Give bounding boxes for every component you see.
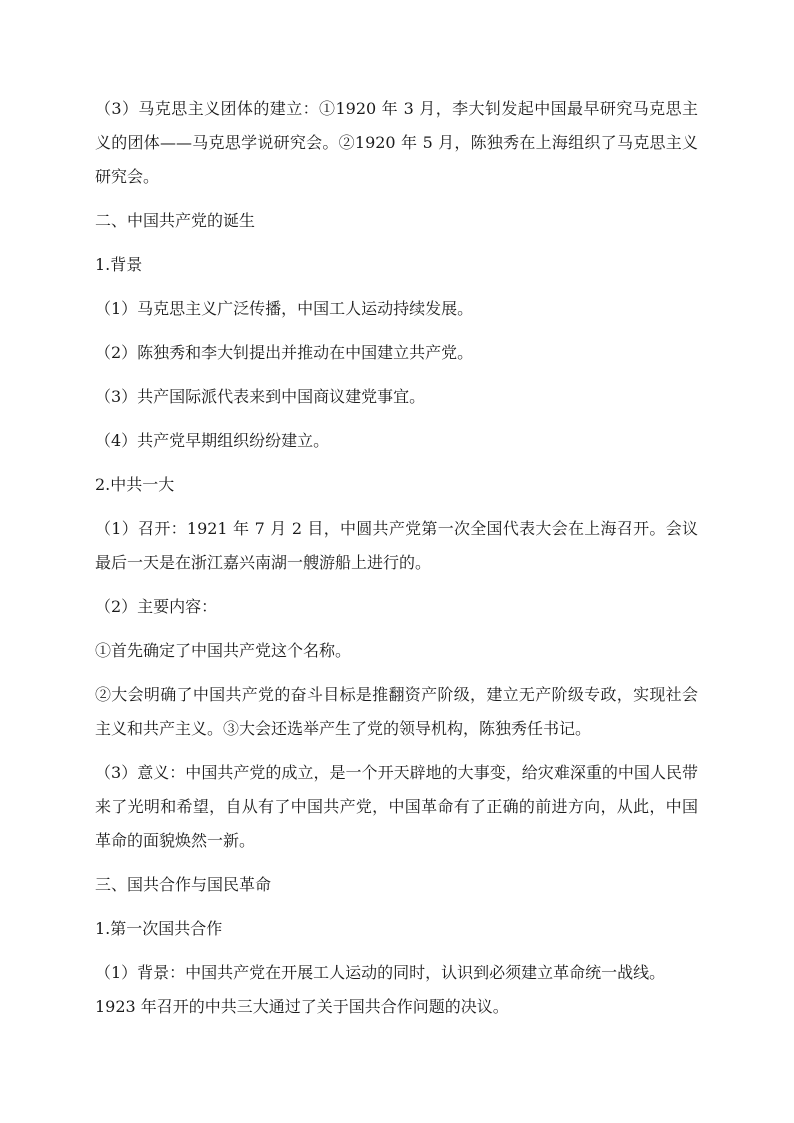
content-point-1: ①首先确定了中国共产党这个名称。: [95, 641, 352, 660]
list-item-background-4: （4）共产党早期组织纷纷建立。: [95, 431, 330, 450]
subheading-first-cooperation: 1.第一次国共合作: [95, 919, 223, 938]
section-heading-cooperation: 三、国共合作与国民革命: [95, 875, 272, 894]
subheading-first-congress: 2.中共一大: [95, 475, 175, 494]
list-item-congress-convening: （1）召开：1921 年 7 月 2 目，中圆共产党第一次全国代表大会在上海召开。会议最后一天是在浙江嘉兴南湖一艘游船上进行的。: [95, 519, 698, 572]
section-heading-party-birth: 二、中国共产党的诞生: [95, 211, 256, 230]
list-item-cooperation-background: （1）背景：中国共产党在开展工人运动的同时，认识到必须建立革命统一战线。: [95, 963, 666, 982]
content-point-2-3: ②大会明确了中国共产党的奋斗目标是推翻资产阶级，建立无产阶级专政，实现社会主义和共产主义。③大会还选举产生了党的领导机构，陈独秀任书记。: [95, 685, 698, 738]
document-body: [95, 92, 698, 1024]
paragraph-third-congress: 1923 年召开的中共三大通过了关于国共合作问题的决议。: [95, 997, 509, 1016]
subheading-background: 1.背景: [95, 255, 143, 274]
paragraph-marxist-groups: （3）马克思主义团体的建立：①1920 年 3 月，李大钊发起中国最早研究马克思主义的团体——马克思学说研究会。②1920 年 5 月，陈独秀在上海组织了马克思主义研究会。: [95, 99, 698, 186]
list-item-congress-significance: （3）意义：中国共产党的成立，是一个开天辟地的大事变，给灾难深重的中国人民带来了光明和希望，自从有了中国共产党，中国革命有了正确的前进方向，从此，中国革命的面貌焕然一新。: [95, 763, 698, 850]
list-item-background-2: （2）陈独秀和李大钊提出并推动在中国建立共产党。: [95, 343, 474, 362]
list-item-congress-content: （2）主要内容：: [95, 597, 218, 616]
list-item-background-1: （1）马克思主义广泛传播，中国工人运动持续发展。: [95, 299, 474, 318]
list-item-background-3: （3）共产国际派代表来到中国商议建党事宜。: [95, 387, 426, 406]
